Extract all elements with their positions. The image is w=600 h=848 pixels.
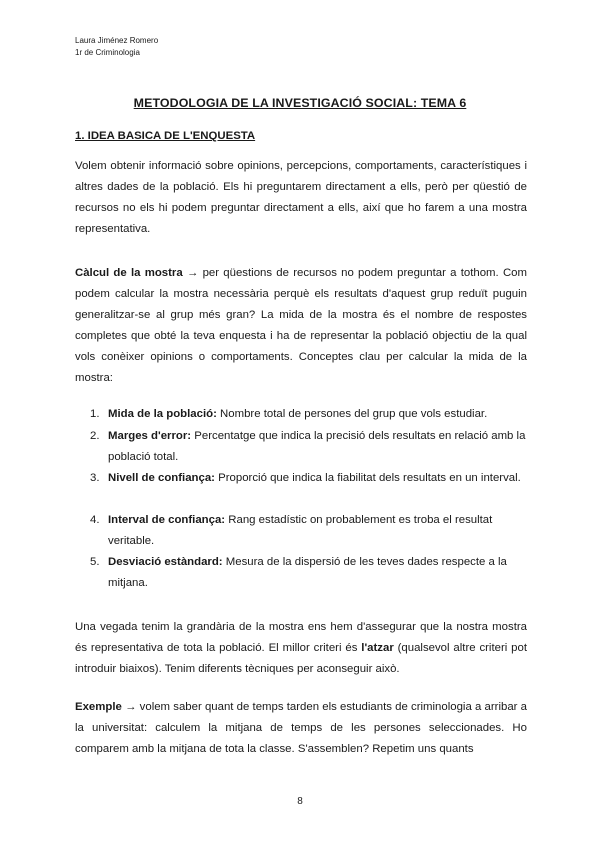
list-number: 2. [90, 430, 100, 442]
concept-term: Interval de confiança: [108, 514, 226, 526]
example-text: → volem saber quant de temps tarden els estudiants de criminologia a arribar a la universitat: calculem la mitjana de temps de les persones seleccionades. Ho comparem amb la mitjana de tota la classe. S'assemblen? Repetim uns quants [75, 701, 527, 755]
section-heading: 1. IDEA BASICA DE L'ENQUESTA [75, 130, 256, 142]
page-number: 8 [297, 796, 303, 807]
list-item [75, 552, 527, 594]
paragraph-sample-calc [75, 263, 527, 389]
concept-term: Mida de la població: [108, 408, 217, 420]
list-number: 4. [90, 514, 100, 526]
sample-calc-text: → per qüestions de recursos no podem preguntar a tothom. Com podem calcular la mostra necessària perquè els resultats d'aquest grup reduït puguin generalitzar-se al grup més gran? La mida de la mostra és el nombre de respostes completes que obté la teva enquesta i ha de representar la població objectiu de la qual vols conèixer opinions o comportaments. Conceptes clau per calcular la mida de la mostra: [75, 267, 528, 384]
concept-term: Marges d'error: [108, 430, 192, 442]
concept-definition: Nombre total de persones del grup que vols estudiar. [216, 408, 488, 420]
page-header [75, 35, 158, 59]
list-item [75, 468, 527, 510]
concept-term: Nivell de confiança: [108, 472, 215, 484]
list-number: 3. [90, 472, 100, 484]
concept-definition: Mesura de la dispersió de les teves dades respecte a la mitjana. [108, 556, 507, 589]
concept-definition: Proporció que indica la fiabilitat dels resultats en un interval. [214, 472, 521, 484]
list-number: 5. [90, 556, 100, 568]
list-number: 1. [90, 408, 100, 420]
representative-text-after: (qualsevol altre criteri pot introduir biaixos). Tenim diferents tècniques per aconseguir això. [75, 642, 527, 675]
concept-definition: Rang estadístic on probablement es troba el resultat veritable. [108, 514, 493, 547]
list-item [75, 426, 527, 468]
course-name: 1r de Criminologia [75, 48, 140, 57]
concept-definition: Percentatge que indica la precisió dels resultats en relació amb la població total. [108, 430, 526, 463]
author-name: Laura Jiménez Romero [75, 36, 159, 45]
concept-term: Desviació estàndard: [108, 556, 223, 568]
random-term: l'atzar [361, 642, 394, 654]
sample-calc-term: Càlcul de la mostra [75, 267, 183, 279]
representative-text-before: Una vegada tenim la grandària de la mostra ens hem d'assegurar que la nostra mostra és representativa de tota la població. El millor criteri és [75, 621, 527, 654]
list-item [75, 404, 527, 426]
document-title: METODOLOGIA DE LA INVESTIGACIÓ SOCIAL: TEMA 6 [133, 96, 467, 110]
example-term: Exemple [75, 701, 122, 713]
paragraph-intro: Volem obtenir informació sobre opinions, percepcions, comportaments, característiques i altres dades de la població. Els hi preguntarem directament a ells, però per qüestió de recursos no els hi podem preguntar directament a ells, així que ho farem a una mostra representativa. [75, 160, 527, 235]
list-item [75, 510, 527, 552]
paragraph-representative [75, 617, 527, 680]
concepts-list [75, 404, 527, 594]
paragraph-example [75, 697, 527, 760]
